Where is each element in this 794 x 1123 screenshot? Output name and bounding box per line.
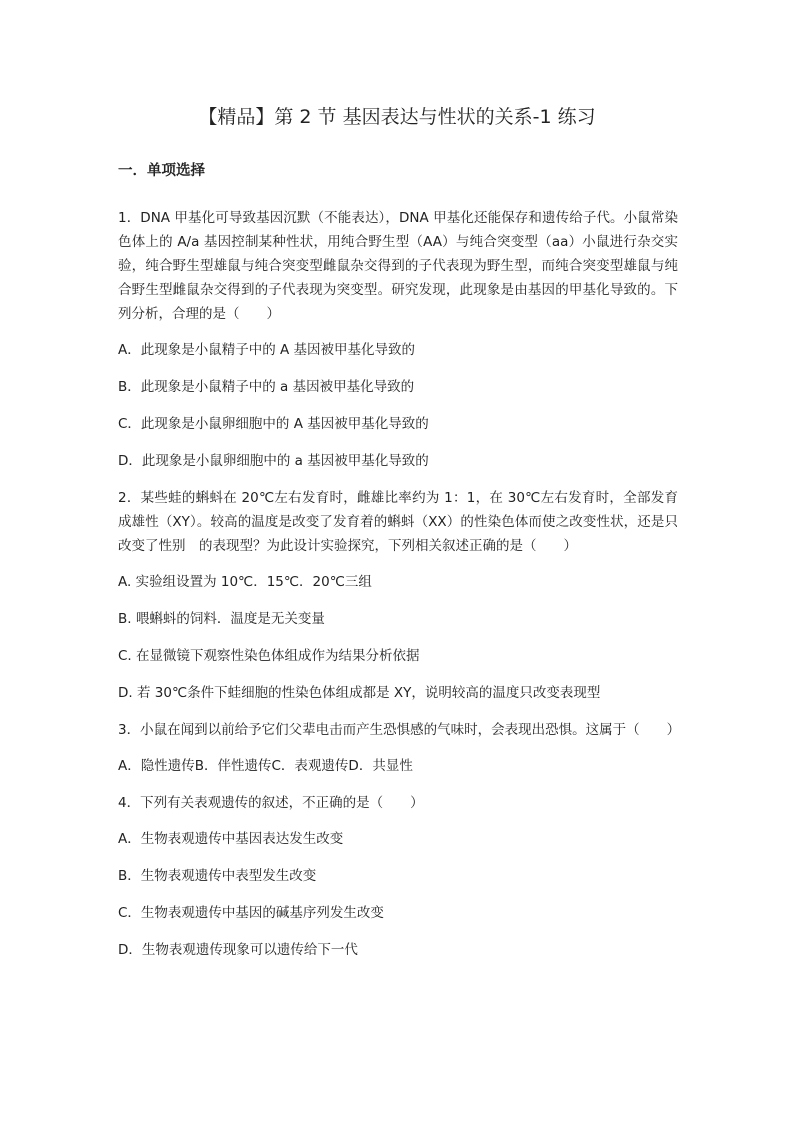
section-heading: 一．单项选择 <box>118 163 205 179</box>
question-stem: 2．某些蛙的蝌蚪在 20℃左右发育时，雌雄比率约为 1：1，在 30℃左右发育时，全部发育成雄性（XY）。较高的温度是改变了发育着的蝌蚪（XX）的性染色体而使之改变性状，还是只改变了性别 的表现型？为此设计实验探究，下列相关叙述正确的是（ ） <box>118 490 678 554</box>
option-a: A．生物表观遗传中基因表达发生改变 <box>118 831 344 847</box>
question-stem: 1．DNA 甲基化可导致基因沉默（不能表达），DNA 甲基化还能保存和遗传给子代。小鼠常染色体上的 A/a 基因控制某种性状，用纯合野生型（AA）与纯合突变型（aa）小鼠进行杂交实验，纯合野生型雄鼠与纯合突变型雌鼠杂交得到的子代表现为野生型，而纯合突变型雄鼠与纯合野生型雌鼠杂交得到的子代表现为突变型。研究发现，此现象是由基因的甲基化导致的。下列分析，合理的是（ ） <box>118 210 678 322</box>
option-d: D．此现象是小鼠卵细胞中的 a 基因被甲基化导致的 <box>118 453 429 469</box>
question-stem: 4．下列有关表观遗传的叙述，不正确的是（ ） <box>118 795 424 811</box>
option-d: D．生物表观遗传现象可以遗传给下一代 <box>118 942 358 958</box>
option-c: C．此现象是小鼠卵细胞中的 A 基因被甲基化导致的 <box>118 416 429 432</box>
question-stem: 3．小鼠在闻到以前给予它们父辈电击而产生恐惧感的气味时，会表现出恐惧。这属于（ ） <box>118 722 681 738</box>
question-2 <box>118 486 678 705</box>
option-a: A．此现象是小鼠精子中的 A 基因被甲基化导致的 <box>118 342 416 358</box>
option-c: C．生物表观遗传中基因的碱基序列发生改变 <box>118 905 384 921</box>
question-3 <box>118 718 681 778</box>
option-line: A．隐性遗传B．伴性遗传C．表观遗传D．共显性 <box>118 758 413 774</box>
document-title: 【精品】第 2 节 基因表达与性状的关系-1 练习 <box>198 106 596 128</box>
option-b: B. 喂蝌蚪的饲料．温度是无关变量 <box>118 611 325 627</box>
option-a: A. 实验组设置为 10℃．15℃．20℃三组 <box>118 574 372 590</box>
option-b: B．生物表观遗传中表型发生改变 <box>118 868 317 884</box>
question-4 <box>118 791 678 962</box>
option-c: C. 在显微镜下观察性染色体组成作为结果分析依据 <box>118 648 420 664</box>
option-d: D. 若 30℃条件下蛙细胞的性染色体组成都是 XY，说明较高的温度只改变表现型 <box>118 685 601 701</box>
question-1 <box>118 206 678 473</box>
option-b: B．此现象是小鼠精子中的 a 基因被甲基化导致的 <box>118 379 415 395</box>
question-list <box>118 206 681 975</box>
